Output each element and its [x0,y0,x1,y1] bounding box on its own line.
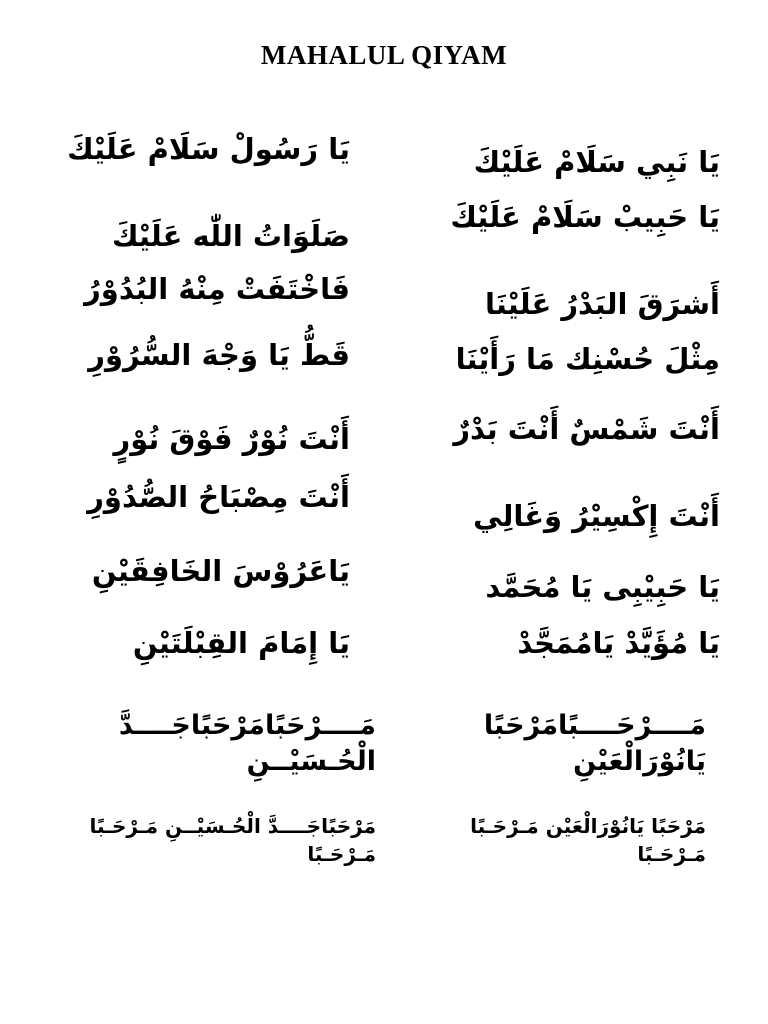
verse-right-4: مِثْلَ حُسْنِك مَا رَأَيْنَا [455,342,720,376]
verse-left-4: قَطُّ يَا وَجْهَ السُّرُوْرِ [88,338,350,372]
verse-right-3: أَشرَقَ البَدْرُ عَلَيْنَا [485,287,720,321]
verse-left-2: صَلَوَاتُ اللّٰه عَلَيْكَ [111,219,350,253]
verse-left-8: يَا إِمَامَ القِبْلَتَيْنِ [132,626,350,660]
verse-left-3: فَاخْتَفَتْ مِنْهُ البُدُوْرُ [84,272,350,306]
verse-right-7: يَا حَبِيْبِى يَا مُحَمَّد [485,570,720,604]
verse-right-1: يَا نَبِي سَلَامْ عَلَيْكَ [473,145,720,179]
verse-right-5: أَنْتَ شَمْسٌ أَنْتَ بَدْرٌ [453,412,720,446]
verse-right-6: أَنْتَ إِكْسِيْرُ وَغَالِي [473,499,720,533]
marhaban-right-large: مَــــرْحَــــبًامَرْحَبًا يَانُوْرَالْعَيْنِ [483,710,706,777]
page-title: MAHALUL QIYAM [260,40,508,70]
verse-right-2: يَا حَبِيبْ سَلَامْ عَلَيْكَ [450,200,720,234]
marhaban-right-small: مَرْحَبًا يَانُوْرَالْعَيْن مَـرْحَـبًا مَـرْحَـبًا [470,814,706,866]
verse-right-8: يَا مُؤَيَّدْ يَامُمَجَّدْ [517,626,720,660]
verse-left-1: يَا رَسُولْ سَلَامْ عَلَيْكَ [67,132,350,166]
verse-left-6: أَنْتَ مِصْبَاحُ الصُّدُوْرِ [87,480,350,514]
marhaban-left-large: مَــــرْحَبًامَرْحَبًاجَــــدَّ الْحُـسَيْــنِ [118,710,376,777]
marhaban-left-small: مَرْحَبًاجَــــدَّ الْحُـسَيْــنِ مَـرْحَـبًا مَـرْحَـبًا [89,814,376,866]
verse-left-7: يَاعَرُوْسَ الخَافِقَيْنِ [91,554,350,588]
verse-left-5: أَنْتَ نُوْرٌ فَوْقَ نُوْرٍ [113,422,350,456]
